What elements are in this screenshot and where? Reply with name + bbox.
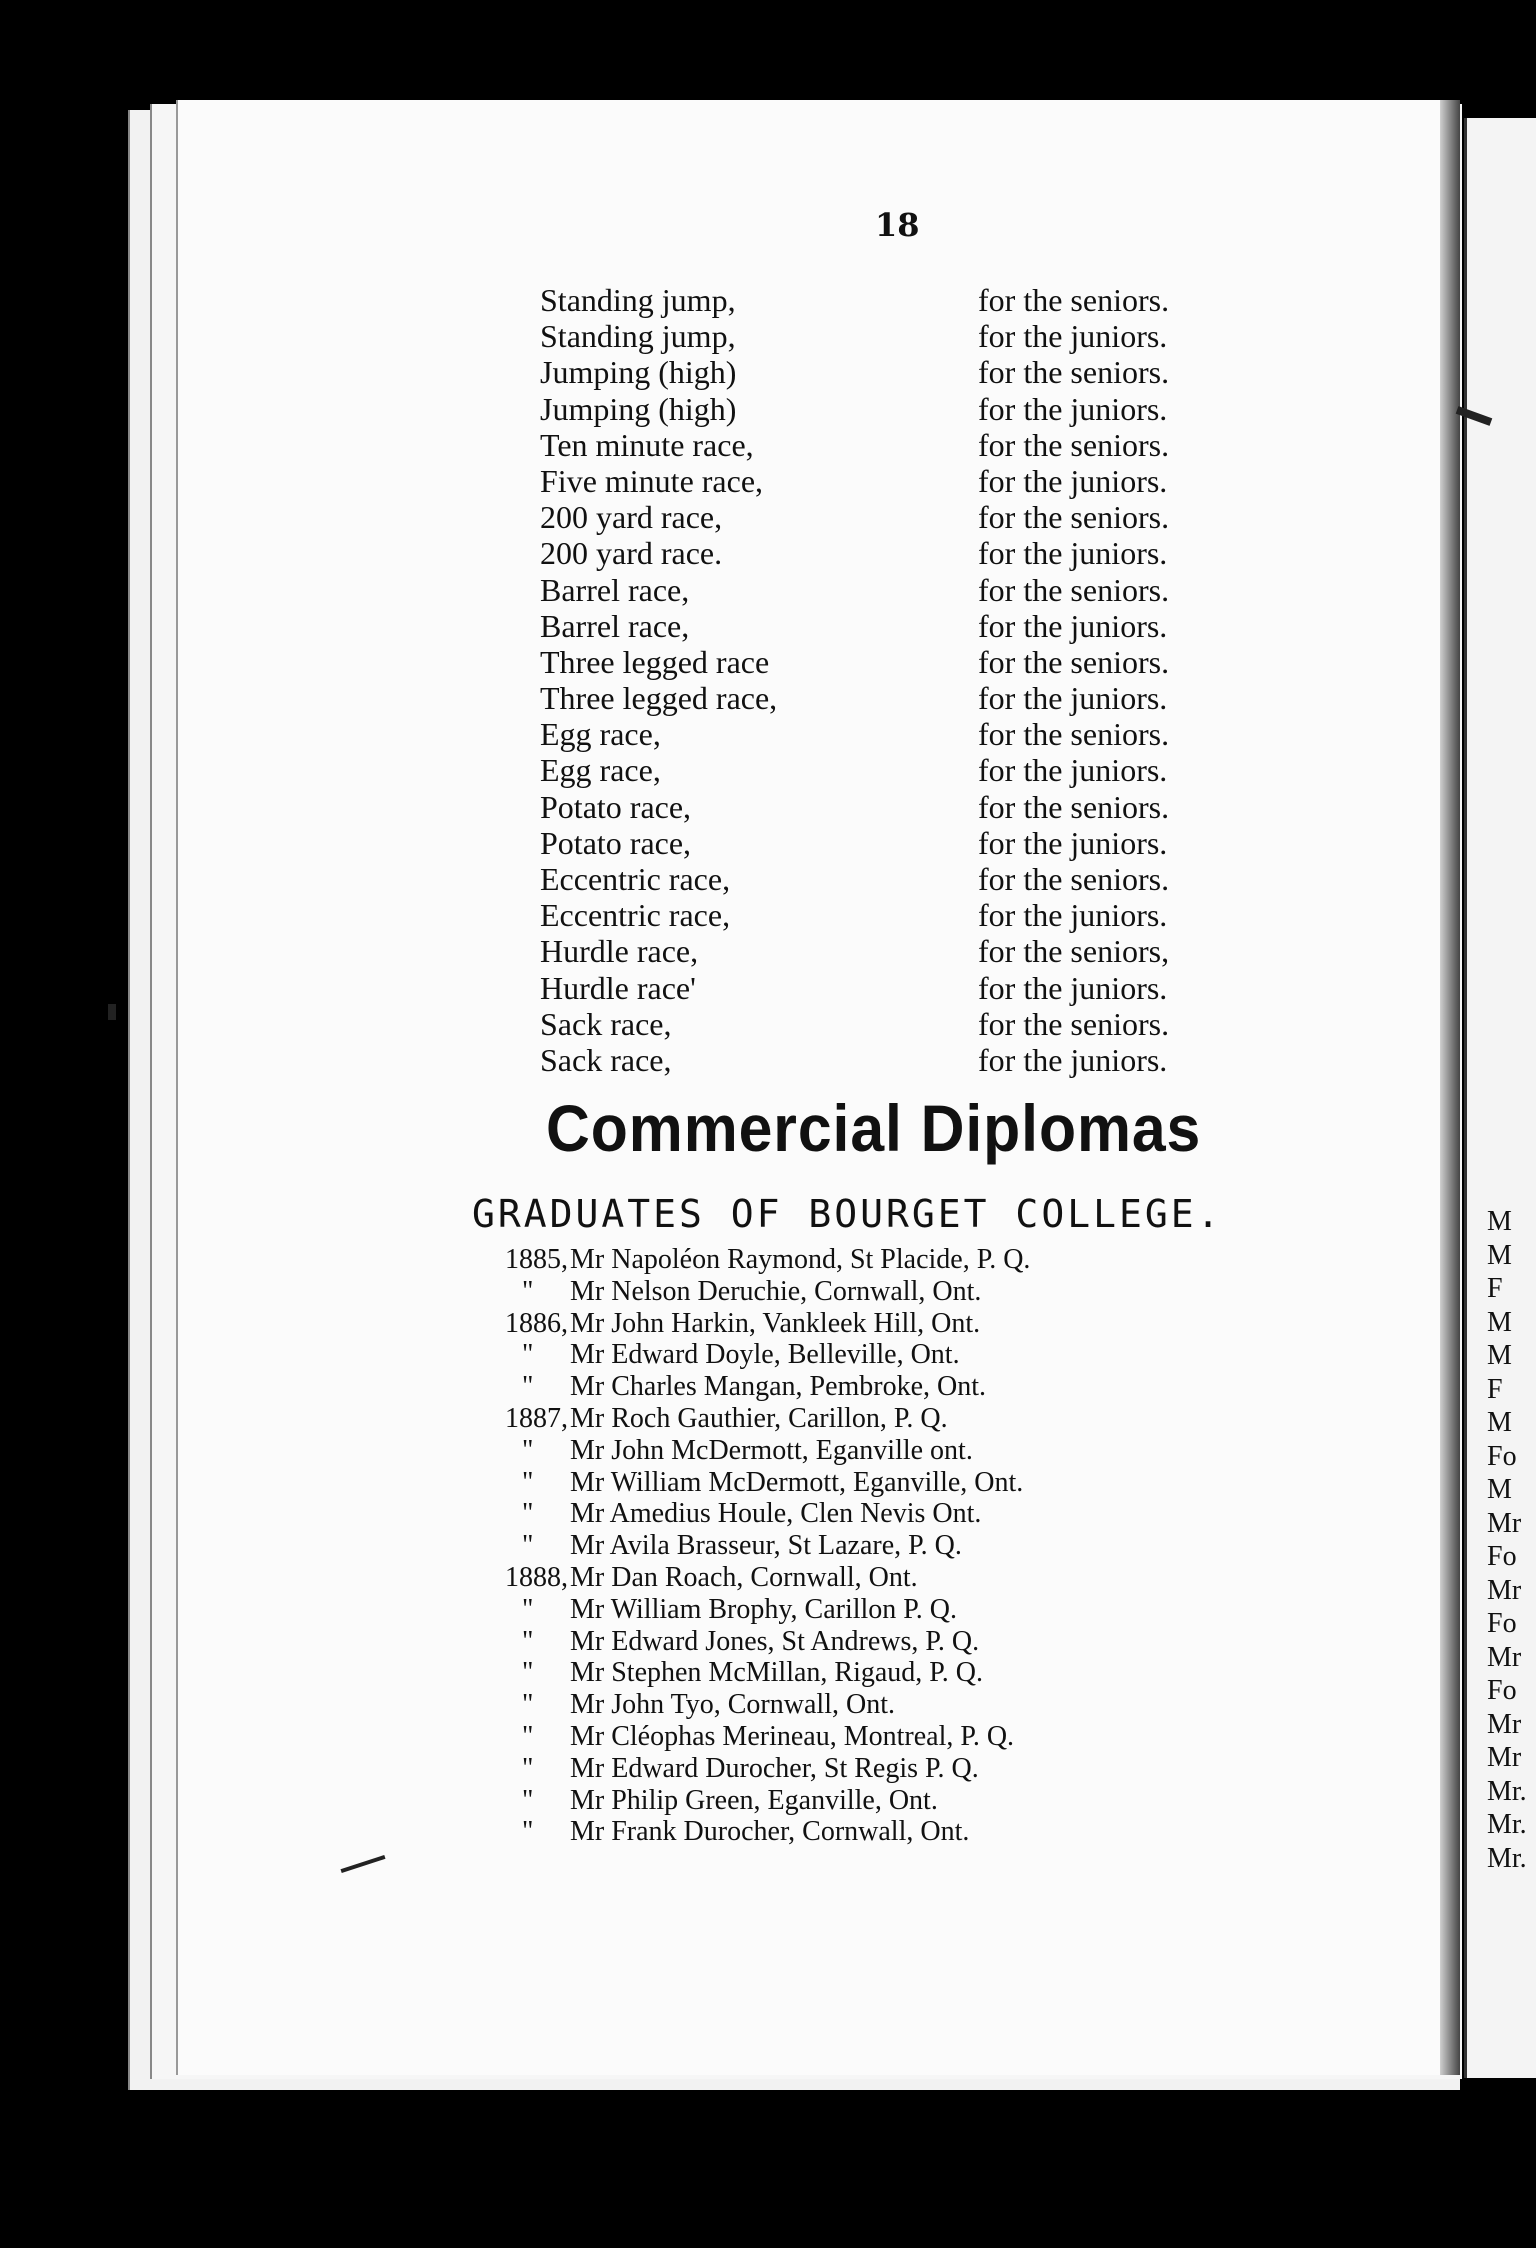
event-name: 200 yard race,	[540, 499, 723, 536]
next-page-fragment: Mr	[1487, 1507, 1522, 1539]
graduates-list	[478, 1244, 1178, 1848]
graduate-row	[478, 1403, 1178, 1435]
graduate-row	[478, 1721, 1178, 1753]
scan-speck	[108, 1004, 116, 1020]
graduate-name: Mr John Harkin, Vankleek Hill, Ont.	[570, 1307, 981, 1339]
next-page-fragment: M	[1487, 1206, 1512, 1237]
section-heading: Commercial Diplomas	[546, 1091, 1202, 1165]
next-page-fragment: Mr	[1487, 1742, 1522, 1773]
event-name: Standing jump,	[540, 318, 736, 355]
event-row	[540, 427, 1240, 463]
event-name: Three legged race,	[540, 680, 778, 717]
event-row	[540, 933, 1240, 969]
event-row	[540, 1006, 1240, 1042]
graduate-name: Mr William Brophy, Carillon P. Q.	[570, 1593, 957, 1625]
event-name: Hurdle race,	[540, 933, 699, 970]
event-name: Jumping (high)	[540, 354, 737, 391]
next-page-fragment: F	[1487, 1273, 1503, 1304]
event-name: Hurdle race'	[540, 969, 696, 1006]
event-name: Barrel race,	[540, 571, 690, 608]
graduate-name: Mr Avila Brasseur, St Lazare, P. Q.	[570, 1530, 962, 1562]
next-page-fragment: M	[1487, 1474, 1512, 1505]
graduate-name: Mr Amedius Houle, Clen Nevis Ont.	[570, 1498, 982, 1530]
graduate-year: 1885,	[505, 1244, 568, 1275]
event-name: Eccentric race,	[540, 861, 731, 897]
graduate-row	[478, 1308, 1178, 1340]
page-spine-shadow	[1440, 100, 1460, 2075]
next-page-fragment: Fo	[1487, 1440, 1517, 1472]
event-category: for the seniors.	[978, 571, 1170, 608]
graduate-year: 1888,	[505, 1561, 568, 1593]
event-row	[540, 572, 1240, 608]
event-category: for the juniors.	[978, 1041, 1168, 1078]
graduate-row	[478, 1562, 1178, 1594]
graduate-row	[478, 1467, 1178, 1499]
event-category: for the seniors.	[978, 282, 1170, 318]
graduate-name: Mr Edward Jones, St Andrews, P. Q.	[570, 1625, 980, 1657]
event-category: for the juniors.	[978, 824, 1168, 861]
event-row	[540, 680, 1240, 716]
event-category: for the juniors.	[978, 969, 1168, 1006]
graduate-year: "	[522, 1816, 534, 1848]
graduate-year: "	[522, 1371, 534, 1403]
graduate-year: "	[522, 1689, 534, 1721]
graduate-name: Mr John McDermott, Eganville ont.	[570, 1434, 973, 1466]
event-category: for the juniors.	[978, 462, 1168, 499]
event-name: Sack race,	[540, 1041, 672, 1078]
event-row	[540, 535, 1240, 571]
graduate-name: Mr Nelson Deruchie, Cornwall, Ont.	[570, 1275, 982, 1307]
graduate-year: "	[522, 1593, 534, 1625]
next-page-fragment: F	[1487, 1373, 1503, 1405]
next-page-fragment: Mr.	[1487, 1842, 1527, 1874]
graduate-year: "	[522, 1466, 534, 1498]
graduate-row	[478, 1657, 1178, 1689]
graduate-year: "	[522, 1530, 534, 1562]
next-page-fragment: M	[1487, 1340, 1512, 1371]
event-category: for the juniors.	[978, 680, 1168, 717]
event-category: for the seniors.	[978, 788, 1170, 825]
graduate-name: Mr Dan Roach, Cornwall, Ont.	[570, 1561, 918, 1593]
graduate-year: "	[522, 1784, 534, 1816]
graduate-year: "	[522, 1625, 534, 1657]
next-page-fragment: Mr	[1487, 1708, 1522, 1740]
next-page-fragment: Mr.	[1487, 1775, 1527, 1807]
event-name: Egg race,	[540, 716, 661, 753]
event-row	[540, 861, 1240, 897]
event-name: Egg race,	[540, 752, 661, 789]
graduate-name: Mr Charles Mangan, Pembroke, Ont.	[570, 1371, 987, 1403]
event-row	[540, 318, 1240, 354]
event-name: Jumping (high)	[540, 390, 737, 427]
graduate-name: Mr William McDermott, Eganville, Ont.	[570, 1466, 1024, 1498]
event-category: for the seniors.	[978, 643, 1170, 680]
graduate-name: Mr Napoléon Raymond, St Placide, P. Q.	[570, 1244, 1031, 1275]
event-category: for the seniors.	[978, 426, 1170, 463]
event-row	[540, 825, 1240, 861]
event-category: for the seniors.	[978, 499, 1170, 536]
graduate-name: Mr Stephen McMillan, Rigaud, P. Q.	[570, 1657, 983, 1689]
graduate-row	[478, 1371, 1178, 1403]
graduate-row	[478, 1435, 1178, 1467]
graduate-year: 1886,	[505, 1307, 568, 1339]
event-name: Three legged race	[540, 643, 770, 680]
event-row	[540, 282, 1240, 318]
event-row	[540, 716, 1240, 752]
event-row	[540, 1042, 1240, 1078]
event-category: for the seniors.	[978, 716, 1170, 753]
event-category: for the juniors.	[978, 897, 1168, 934]
event-name: Eccentric race,	[540, 897, 731, 934]
event-row	[540, 391, 1240, 427]
event-category: for the juniors.	[978, 318, 1168, 355]
next-page-fragment: Mr	[1487, 1641, 1522, 1673]
graduate-row	[478, 1626, 1178, 1658]
next-page-fragment: Mr.	[1487, 1809, 1527, 1840]
graduate-row	[478, 1339, 1178, 1371]
graduate-year: "	[522, 1752, 534, 1784]
event-category: for the juniors.	[978, 752, 1168, 789]
graduate-row	[478, 1244, 1178, 1276]
event-name: Sack race,	[540, 1005, 672, 1042]
event-row	[540, 354, 1240, 390]
event-row	[540, 897, 1240, 933]
graduate-name: Mr Edward Durocher, St Regis P. Q.	[570, 1752, 979, 1784]
graduate-year: "	[522, 1657, 534, 1689]
graduate-name: Mr Cléophas Merineau, Montreal, P. Q.	[570, 1720, 1015, 1752]
event-name: Potato race,	[540, 824, 692, 861]
graduate-year: 1887,	[505, 1402, 568, 1434]
event-name: Barrel race,	[540, 607, 690, 644]
graduate-row	[478, 1816, 1178, 1848]
event-row	[540, 608, 1240, 644]
graduate-year: "	[522, 1720, 534, 1752]
event-category: for the seniors.	[978, 354, 1170, 391]
graduate-row	[478, 1753, 1178, 1785]
graduate-row	[478, 1530, 1178, 1562]
event-category: for the juniors.	[978, 607, 1168, 644]
event-name: 200 yard race.	[540, 535, 723, 572]
event-row	[540, 499, 1240, 535]
event-category: for the seniors,	[978, 933, 1170, 970]
graduate-row	[478, 1276, 1178, 1308]
event-category: for the juniors.	[978, 535, 1168, 572]
graduate-name: Mr John Tyo, Cornwall, Ont.	[570, 1689, 895, 1721]
next-page-fragment: M	[1487, 1306, 1512, 1338]
next-page-fragment: Mr	[1487, 1574, 1522, 1606]
graduate-row	[478, 1594, 1178, 1626]
graduate-year: "	[522, 1498, 534, 1530]
graduate-year: "	[522, 1434, 534, 1466]
event-category: for the juniors.	[978, 390, 1168, 427]
graduate-name: Mr Roch Gauthier, Carillon, P. Q.	[570, 1402, 948, 1434]
event-row	[540, 752, 1240, 788]
event-row	[540, 463, 1240, 499]
graduate-row	[478, 1498, 1178, 1530]
graduate-name: Mr Philip Green, Eganville, Ont.	[570, 1784, 938, 1816]
events-list	[540, 282, 1240, 1078]
event-category: for the seniors.	[978, 1005, 1170, 1042]
next-page-fragment: Fo	[1487, 1541, 1517, 1572]
graduate-row	[478, 1689, 1178, 1721]
event-row	[540, 789, 1240, 825]
graduate-year: "	[522, 1275, 534, 1307]
event-name: Five minute race,	[540, 462, 764, 499]
graduate-name: Mr Frank Durocher, Cornwall, Ont.	[570, 1816, 970, 1848]
graduate-year: "	[522, 1339, 534, 1371]
event-name: Ten minute race,	[540, 426, 754, 463]
event-row	[540, 644, 1240, 680]
next-page-fragment: M	[1487, 1239, 1512, 1271]
next-page-fragment: Fo	[1487, 1675, 1517, 1706]
graduate-row	[478, 1785, 1178, 1817]
graduate-name: Mr Edward Doyle, Belleville, Ont.	[570, 1339, 960, 1371]
section-subheading: GRADUATES OF BOURGET COLLEGE.	[472, 1192, 1223, 1236]
event-category: for the seniors.	[978, 861, 1170, 897]
next-page-fragment: M	[1487, 1407, 1512, 1438]
page-number: 18	[875, 206, 920, 244]
event-row	[540, 970, 1240, 1006]
next-page-fragment: Fo	[1487, 1608, 1517, 1639]
event-name: Potato race,	[540, 788, 692, 825]
event-name: Standing jump,	[540, 282, 736, 318]
